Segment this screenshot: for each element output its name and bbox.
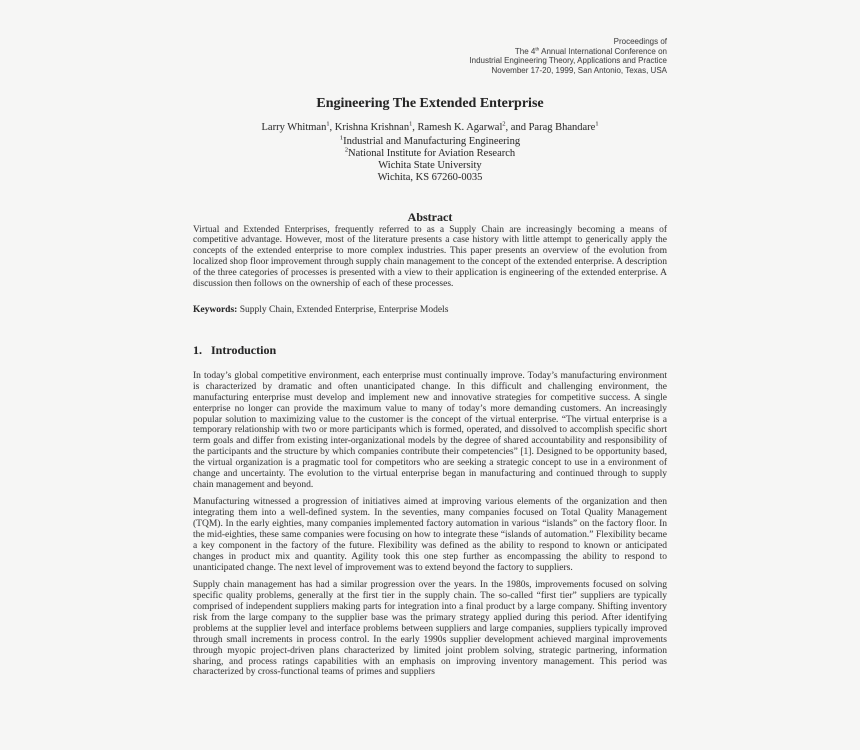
intro-paragraph-1: In today’s global competitive environment, each enterprise must continually improve. Today’s manufacturing environment is characterized by dramatic and often unanticipated change. In this difficult and challenging environment, the manufacturing enterprise must develop and implement new and innovative strategies for competitive success. A single enterprise no longer can provide the maximum value to many of today’s more demanding customers. An increasingly popular solution to maximizing value to the customer is the concept of the virtual enterprise. “The virtual enterprise is a temporary relationship with two or more participants which is formed, operated, and dissolved to accomplish specific short term goals and differ from existing inter-organizational models by the degree of shared accountability and responsibility of the participants and the structure by which companies contribute their competencies” [1]. Designed to be opportunity based, the virtual organization is a pragmatic tool for competitors who are seeking a strategic concept to use in a environment of change and uncertainty. The evolution to the virtual enterprise began in manufacturing and continued through to supply chain management and beyond.	[193, 370, 667, 490]
affiliation-university: Wichita State University	[378, 159, 482, 171]
keywords-value: Supply Chain, Extended Enterprise, Enterprise Models	[237, 305, 449, 315]
abstract-text: Virtual and Extended Enterprises, frequently referred to as a Supply Chain are increasingly becoming a means of competitive advantage. However, most of the literature presents a case history with little attempt to generically apply the concepts of the extended enterprise to more complex industries. This paper presents an overview of the evolution from localized shop floor improvement through supply chain management to the concept of the extended enterprise. A description of the three categories of processes is presented with a view to their application is engineering of the extended enterprise. A discussion then follows on the ownership of each of these processes.	[193, 224, 667, 290]
header-line-date-location: November 17-20, 1999, San Antonio, Texas, USA	[491, 65, 667, 75]
section-number: 1.	[193, 342, 202, 357]
keywords-label: Keywords:	[193, 305, 238, 315]
author-line: Larry Whitman$^1$, Krishna Krishnan$^1$, Ramesh K. Agarwal$^2$, and Parag Bhandare$^1$	[261, 120, 599, 134]
section-heading-introduction	[193, 343, 667, 358]
intro-paragraph-3: Supply chain management has had a similar progression over the years. In the 1980s, improvements focused on solving specific quality problems, generally at the first tier in the supply chain. The so-called “first tier” suppliers are typically comprised of independent suppliers making parts for integration into a final product by a large company. Shifting inventory risk from the large company to the supplier base was the primary strategy applied during this period. After identifying problems at the supplier level and interface problems between suppliers and large companies, suppliers typically improved through small increments in process control. In the early 1990s supplier development achieved marginal improvements through myopic project-driven plans characterized by limited joint problem solving, strategic partnering, information sharing, and process ratings capabilities with an emphasis on improving inventory management. This period was characterized by cross-functional teams of primes and suppliers	[193, 580, 667, 678]
affiliation-address: Wichita, KS 67260-0035	[377, 171, 483, 183]
header-line-conference: The 4th Annual International Conference on	[514, 46, 667, 56]
proceedings-header	[193, 37, 667, 75]
paper-page	[193, 0, 667, 678]
keywords-line	[193, 305, 667, 316]
intro-paragraph-2: Manufacturing witnessed a progression of initiatives aimed at improving various elements of the organization and then integrating them into a well-defined system. In the seventies, many companies focused on Total Quality Management (TQM). In the early eighties, many companies implemented factory automation in various “islands” on the factory floor. In the mid-eighties, these same companies were focusing on how to integrate these “islands of automation.” Flexibility became a key component in the factory of the future. Flexibility was defined as the ability to respond to known or anticipated changes in product mix and quantity. Agility took this one step further as encompassing the ability to respond to unanticipated change. The next level of improvement was to extend beyond the factory to suppliers.	[193, 497, 667, 573]
section-title: Introduction	[211, 342, 277, 357]
paper-title: Engineering The Extended Enterprise	[316, 96, 544, 112]
header-line-series: Industrial Engineering Theory, Applications and Practice	[469, 56, 667, 66]
header-line-proceedings: Proceedings of	[613, 37, 667, 46]
affiliation-block	[193, 136, 667, 183]
abstract-heading: Abstract	[407, 209, 453, 224]
affiliation-department: $^1$Industrial and Manufacturing Engineering	[339, 134, 521, 148]
affiliation-institute: $^2$National Institute for Aviation Research	[344, 146, 516, 160]
